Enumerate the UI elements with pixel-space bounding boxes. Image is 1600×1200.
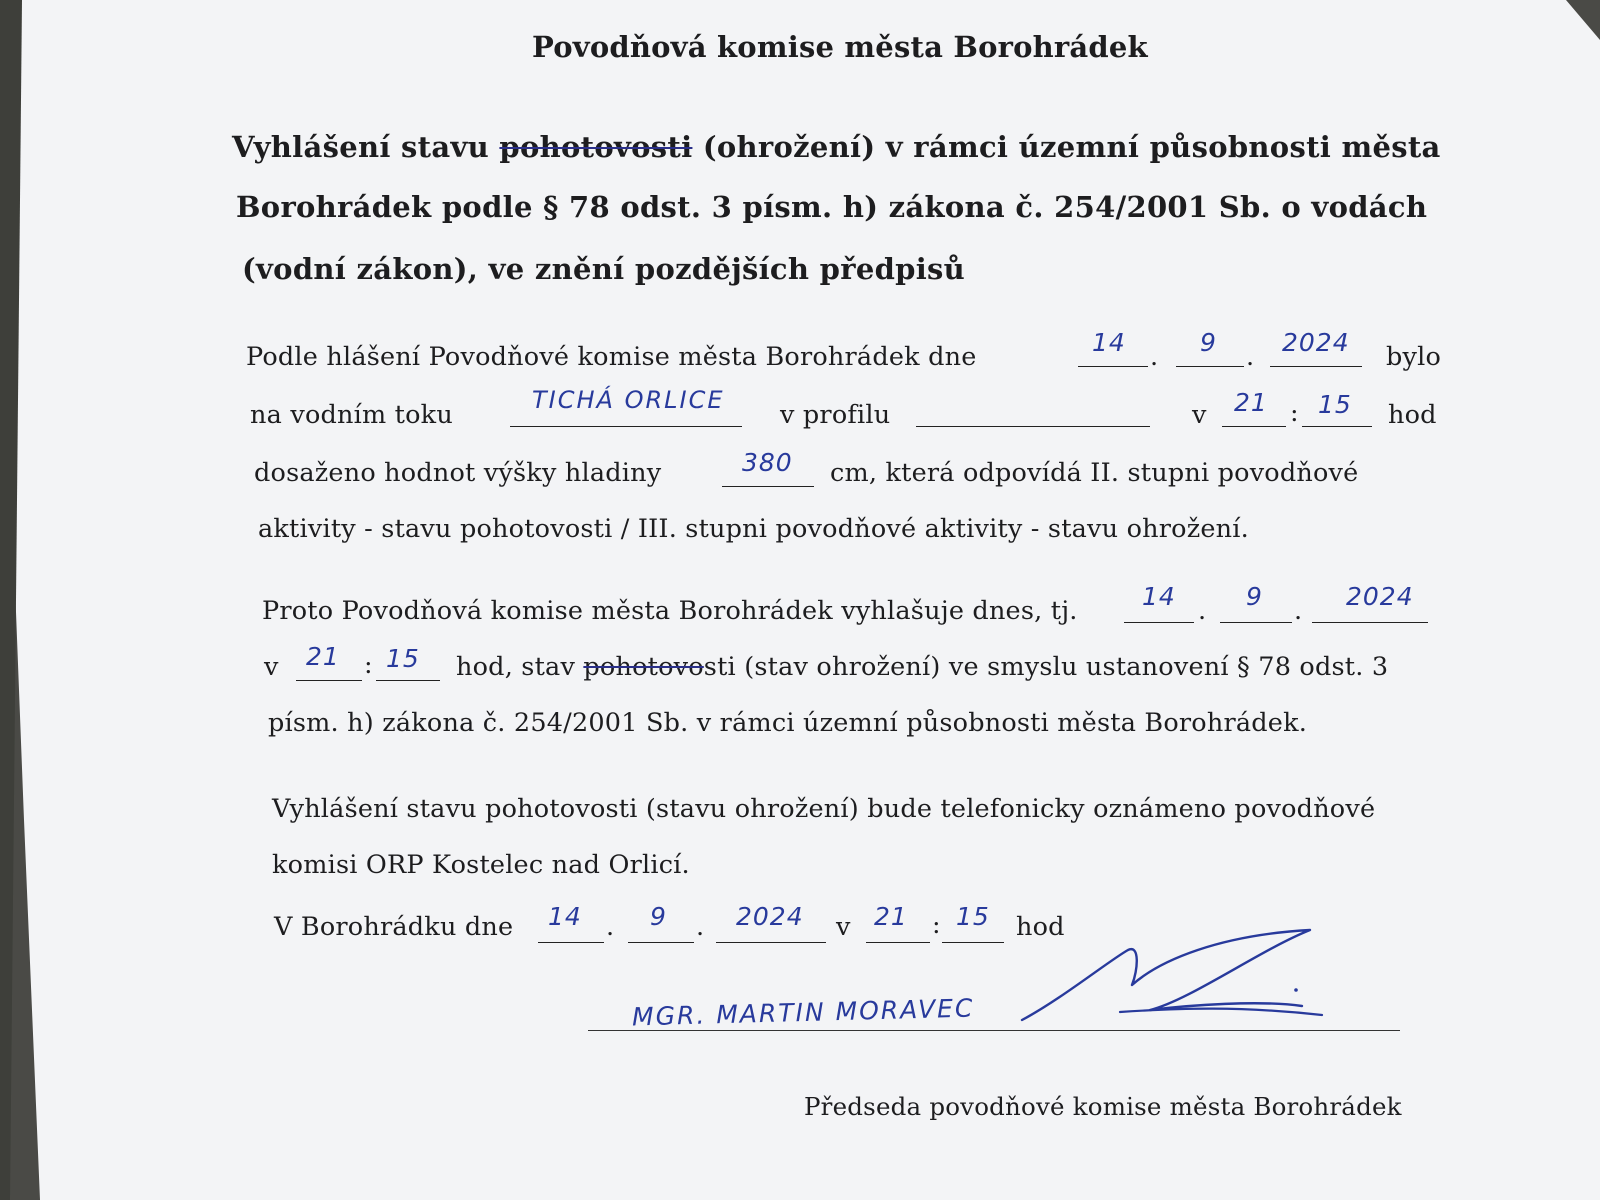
- para1-line-1b: bylo: [1386, 342, 1442, 372]
- para1-line-3b: cm, která odpovídá II. stupni povodňové: [830, 458, 1359, 488]
- sign-minute-blank: [942, 942, 1004, 943]
- level-handwritten: 380: [742, 448, 793, 477]
- report-year-blank: [1270, 366, 1362, 367]
- struck-text: pohotovo: [583, 652, 704, 682]
- place-date-hod: hod: [1016, 912, 1065, 942]
- sign-month-handwritten: 9: [650, 902, 667, 931]
- place-date-v: v: [836, 912, 851, 942]
- report-minute-blank: [1302, 426, 1372, 427]
- para1-line-3a: dosaženo hodnot výšky hladiny: [254, 458, 662, 488]
- decl-year-handwritten: 2024: [1346, 582, 1414, 611]
- heading-text: (ohrožení) v rámci územní působnosti města: [702, 130, 1441, 164]
- para1-line-2b: v profilu: [780, 400, 891, 430]
- sign-month-blank: [628, 942, 694, 943]
- para1-line-1a: Podle hlášení Povodňové komise města Borohrádek dne: [246, 342, 977, 372]
- decl-day-blank: [1124, 622, 1194, 623]
- sign-hour-blank: [866, 942, 930, 943]
- report-minute-handwritten: 15: [1318, 390, 1352, 419]
- struck-text: pohotovosti: [499, 130, 693, 164]
- sign-year-blank: [716, 942, 826, 943]
- heading-text: Vyhlášení stavu: [232, 130, 489, 164]
- para1-line-2d: hod: [1388, 400, 1437, 430]
- report-hour-handwritten: 21: [1234, 388, 1268, 417]
- signatory-title: Předseda povodňové komise města Borohrádek: [804, 1092, 1402, 1121]
- decl-minute-blank: [376, 680, 440, 681]
- sign-minute-handwritten: 15: [956, 902, 990, 931]
- place-date-prefix: V Borohrádku dne: [274, 912, 514, 942]
- report-year-handwritten: 2024: [1282, 328, 1350, 357]
- para2-line-3: písm. h) zákona č. 254/2001 Sb. v rámci územní působnosti města Borohrádek.: [268, 708, 1308, 738]
- para1-line-2c: v: [1192, 400, 1207, 430]
- sign-day-handwritten: 14: [548, 902, 582, 931]
- sign-day-blank: [538, 942, 604, 943]
- heading-line-3: (vodní zákon), ve znění pozdějších předpisů: [242, 252, 966, 286]
- decl-hour-handwritten: 21: [306, 642, 340, 671]
- decl-hour-blank: [296, 680, 362, 681]
- decl-minute-handwritten: 15: [386, 644, 420, 673]
- level-blank: [722, 486, 814, 487]
- para1-line-2a: na vodním toku: [250, 400, 453, 430]
- signer-name-handwritten: MGR. MARTIN MORAVEC: [631, 993, 975, 1032]
- heading-line-1: [232, 130, 1441, 164]
- para3-line-1: Vyhlášení stavu pohotovosti (stavu ohrožení) bude telefonicky oznámeno povodňové: [272, 794, 1376, 824]
- river-blank: [510, 426, 742, 427]
- report-day-blank: [1078, 366, 1148, 367]
- para2-text: hod, stav: [456, 652, 576, 682]
- profile-blank: [916, 426, 1150, 427]
- signature-line: [588, 1030, 1400, 1031]
- para1-line-4: aktivity - stavu pohotovosti / III. stupni povodňové aktivity - stavu ohrožení.: [258, 514, 1249, 544]
- report-day-handwritten: 14: [1092, 328, 1126, 357]
- report-month-handwritten: 9: [1200, 328, 1217, 357]
- decl-year-blank: [1312, 622, 1428, 623]
- report-month-blank: [1176, 366, 1244, 367]
- para2-text: sti (stav ohrožení) ve smyslu ustanovení § 78 odst. 3: [703, 652, 1389, 682]
- document-title: Povodňová komise města Borohrádek: [532, 30, 1148, 64]
- decl-month-blank: [1220, 622, 1292, 623]
- river-handwritten: TICHÁ ORLICE: [532, 386, 725, 414]
- document-page: Povodňová komise města Borohrádek Vyhlášení stavu pohotovosti (ohrožení) v rámci územní působnosti města Borohrádek podle § 78 odst. 3 písm. h) zákona č. 254/2001 Sb. o vodách (vodní zákon), ve znění pozdějších předpisů Podle hlášení Povodňové komise města Borohrádek dne . . bylo 14 9 2024 na vodním toku TICHÁ ORLICE v profilu v : 21 15 hod dosaženo hodnot výšky hladiny 380 cm, která odpovídá II. stupni povodňové aktivity - stavu pohotovosti / III. stupni povodňové aktivity - stavu ohrožení. Proto Povodňová komise města Borohrádek vyhlašuje dnes, tj. . . 14 9 2024 v : 21 15 hod, stav pohotovosti (stav ohrožení) ve smyslu ustanovení § 78 odst. 3 písm. h) zákona č. 254/2001 Sb. v rámci územní působnosti města Borohrádek. Vyhlášení stavu pohotovosti (stavu ohrožení) bude telefonicky oznámeno povodňové komisi ORP Kostelec nad Orlicí. V Borohrádku dne . . 14 9 2024 v : 21 15 hod MGR. MARTIN MORAVEC Předseda povodňové komise města Borohrádek: [0, 0, 1600, 1200]
- para2-line-2a: v: [264, 652, 279, 682]
- report-hour-blank: [1222, 426, 1286, 427]
- para2-line-1: Proto Povodňová komise města Borohrádek vyhlašuje dnes, tj.: [262, 596, 1078, 626]
- decl-month-handwritten: 9: [1246, 582, 1263, 611]
- sign-year-handwritten: 2024: [736, 902, 804, 931]
- sign-hour-handwritten: 21: [874, 902, 908, 931]
- heading-line-2: Borohrádek podle § 78 odst. 3 písm. h) zákona č. 254/2001 Sb. o vodách: [236, 190, 1428, 224]
- para3-line-2: komisi ORP Kostelec nad Orlicí.: [272, 850, 690, 880]
- para2-line-2: [456, 652, 1388, 682]
- decl-day-handwritten: 14: [1142, 582, 1176, 611]
